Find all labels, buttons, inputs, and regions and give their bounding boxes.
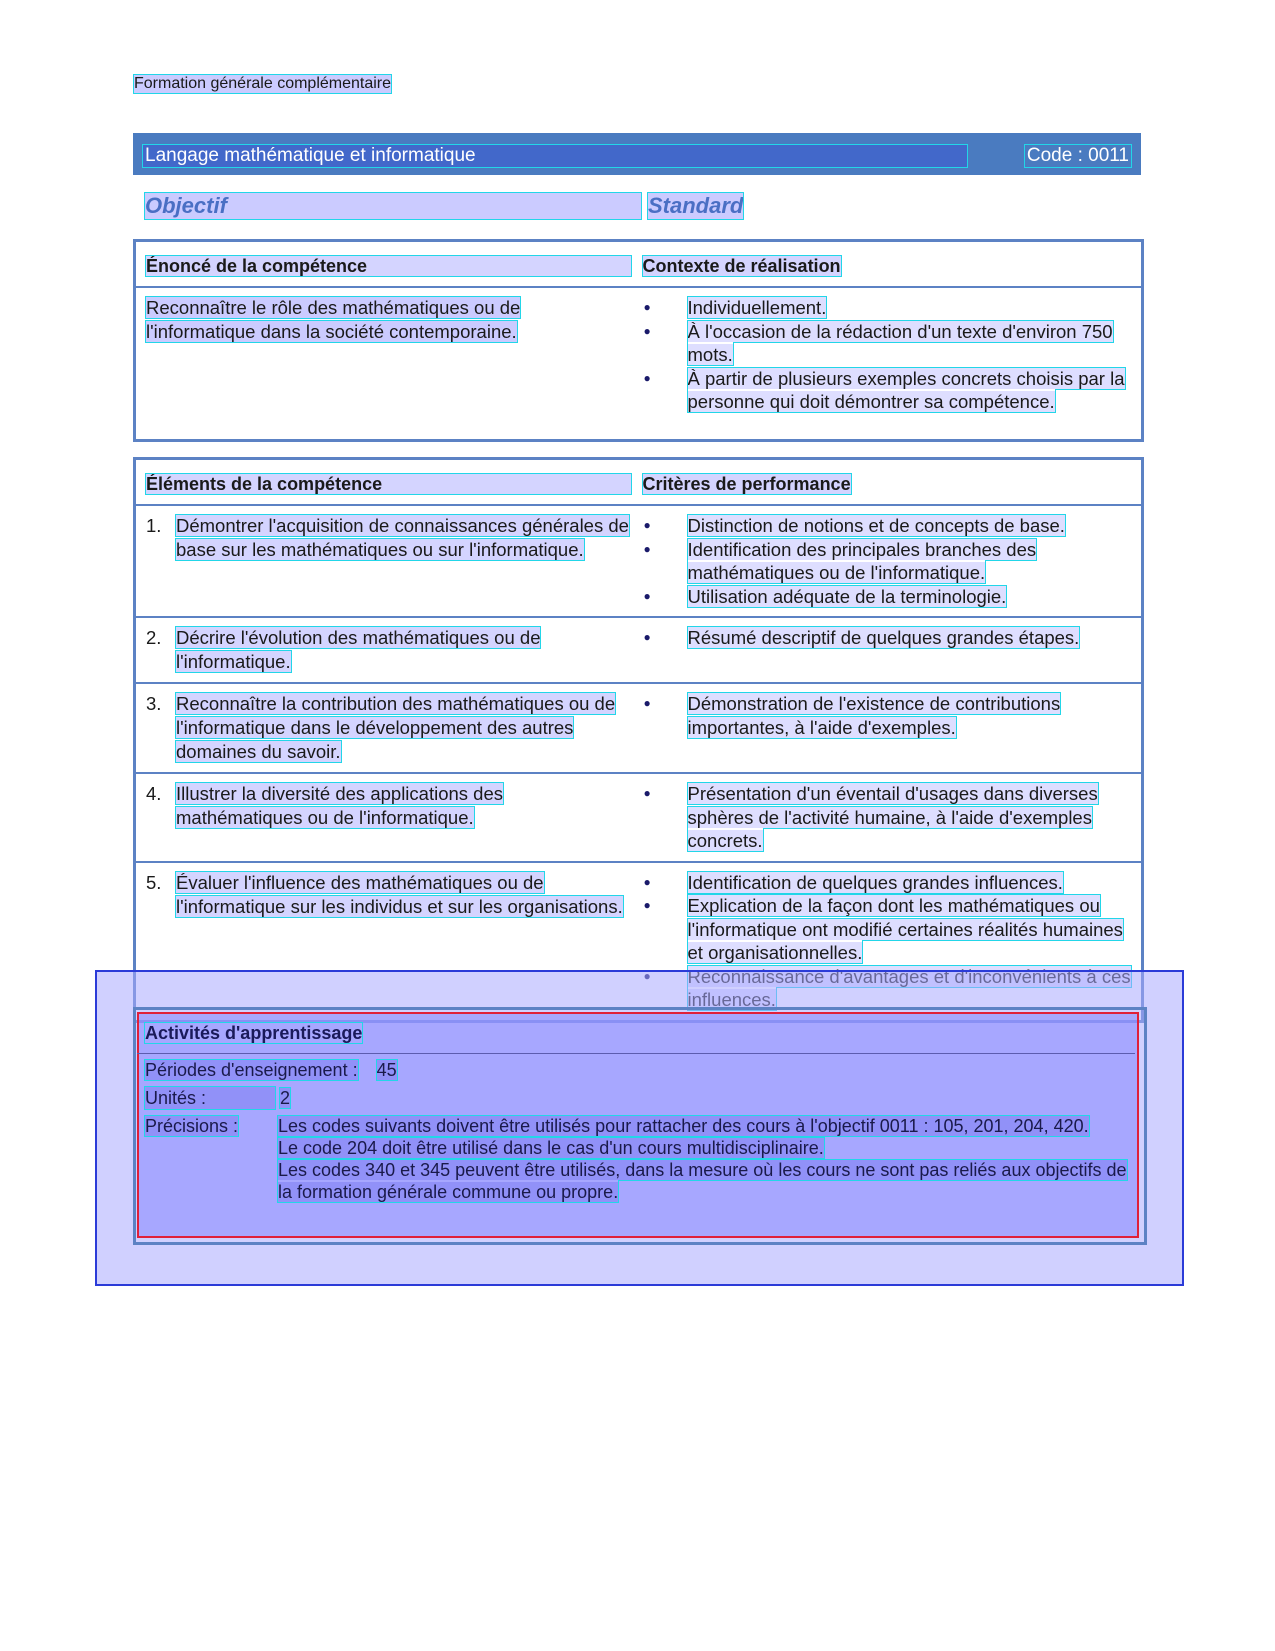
list-item: ● Démonstration de l'existence de contributions importantes, à l'aide d'exemples.: [644, 692, 1132, 739]
activities-divider: [137, 1053, 1135, 1054]
periods-value: 45: [376, 1060, 397, 1080]
elements-header: Éléments de la compétence: [146, 474, 631, 494]
units-label: Unités :: [145, 1087, 275, 1109]
tab-objectif: Objectif: [145, 193, 641, 219]
element-text: Illustrer la diversité des applications des mathématiques ou de l'informatique.: [176, 783, 503, 828]
element-text: Reconnaître la contribution des mathématiques ou de l'informatique dans le développement des autres domaines du savoir.: [176, 693, 616, 762]
periods-label: Périodes d'enseignement :: [145, 1060, 358, 1080]
list-item: ● Identification des principales branches des mathématiques ou de l'informatique.: [644, 538, 1132, 585]
list-item: ● Utilisation adéquate de la terminologie.: [644, 585, 1132, 609]
list-item: ● Explication de la façon dont les mathématiques ou l'informatique ont modifié certaines réalités humaines et organisationnelles.: [644, 894, 1132, 965]
criteria-header: Critères de performance: [642, 474, 851, 494]
table-row: 1. Démontrer l'acquisition de connaissances générales de base sur les mathématiques ou sur l'informatique. ● Distinction de notions et de concepts de base. ● Identification des principales branches des mathématiques ou de l'informatique. ● Utilisation adéquate de la terminologie.: [135, 505, 1143, 617]
context-header: Contexte de réalisation: [642, 256, 841, 276]
table-row: 5. Évaluer l'influence des mathématiques ou de l'informatique sur les individus et sur les organisations. ● Identification de quelques grandes influences. ● Explication de la façon dont les mathématiques ou l'informatique ont modifié certaines réalités humaines et organisationnelles. ●: [135, 862, 1143, 1022]
tab-standard: Standard: [648, 193, 744, 218]
objective-title: Langage mathématique et informatique: [143, 145, 967, 167]
context-list: [644, 296, 1132, 414]
running-head: Formation générale complémentaire: [134, 75, 392, 92]
table-row: 2. Décrire l'évolution des mathématiques ou de l'informatique. ● Résumé descriptif de quelques grandes étapes.: [135, 617, 1143, 683]
table-row: 4. Illustrer la diversité des applications des mathématiques ou de l'informatique. ● Présentation d'un éventail d'usages dans diverses sphères de l'activité humaine, à l'aide d'exemples concrets.: [135, 773, 1143, 862]
elements-table: [133, 457, 1144, 1023]
objective-bar: [133, 133, 1141, 175]
activities-title: Activités d'apprentissage: [145, 1023, 363, 1043]
periods-row: [145, 1059, 397, 1081]
list-item: ● Présentation d'un éventail d'usages dans diverses sphères de l'activité humaine, à l'aide d'exemples concrets.: [644, 782, 1132, 853]
list-item: ● Identification de quelques grandes influences.: [644, 871, 1132, 895]
element-text: Démontrer l'acquisition de connaissances générales de base sur les mathématiques ou sur l'informatique.: [176, 515, 629, 560]
list-item: ● Résumé descriptif de quelques grandes étapes.: [644, 626, 1132, 650]
objective-code: Code : 0011: [1026, 145, 1129, 166]
precisions-label: Précisions :: [145, 1116, 239, 1136]
competence-header: Énoncé de la compétence: [146, 256, 631, 276]
list-item: ● Individuellement.: [644, 296, 1132, 320]
competence-statement: Reconnaître le rôle des mathématiques ou de l'informatique dans la société contemporaine.: [146, 297, 521, 342]
list-item: ● Distinction de notions et de concepts de base.: [644, 514, 1132, 538]
element-text: Décrire l'évolution des mathématiques ou de l'informatique.: [176, 627, 541, 672]
list-item: ● À l'occasion de la rédaction d'un texte d'environ 750 mots.: [644, 320, 1132, 367]
units-value: 2: [280, 1088, 291, 1108]
precisions-text: Les codes suivants doivent être utilisés pour rattacher des cours à l'objectif 0011 : 105, 201, 204, 420. Le code 204 doit être utilisé dans le cas d'un cours multidisciplinaire. Les codes 340 et 345 peuvent être utilisés, dans la mesure où les cours ne sont pas reliés aux objectifs de la formation générale commune ou propre.: [278, 1116, 1127, 1202]
table-row: 3. Reconnaître la contribution des mathématiques ou de l'informatique dans le développement des autres domaines du savoir. ● Démonstration de l'existence de contributions importantes, à l'aide d'exemples.: [135, 683, 1143, 773]
list-item: ● À partir de plusieurs exemples concrets choisis par la personne qui doit démontrer sa compétence.: [644, 367, 1132, 414]
units-row: [145, 1087, 290, 1109]
competence-table: [133, 239, 1144, 442]
element-text: Évaluer l'influence des mathématiques ou de l'informatique sur les individus et sur les organisations.: [176, 871, 623, 917]
